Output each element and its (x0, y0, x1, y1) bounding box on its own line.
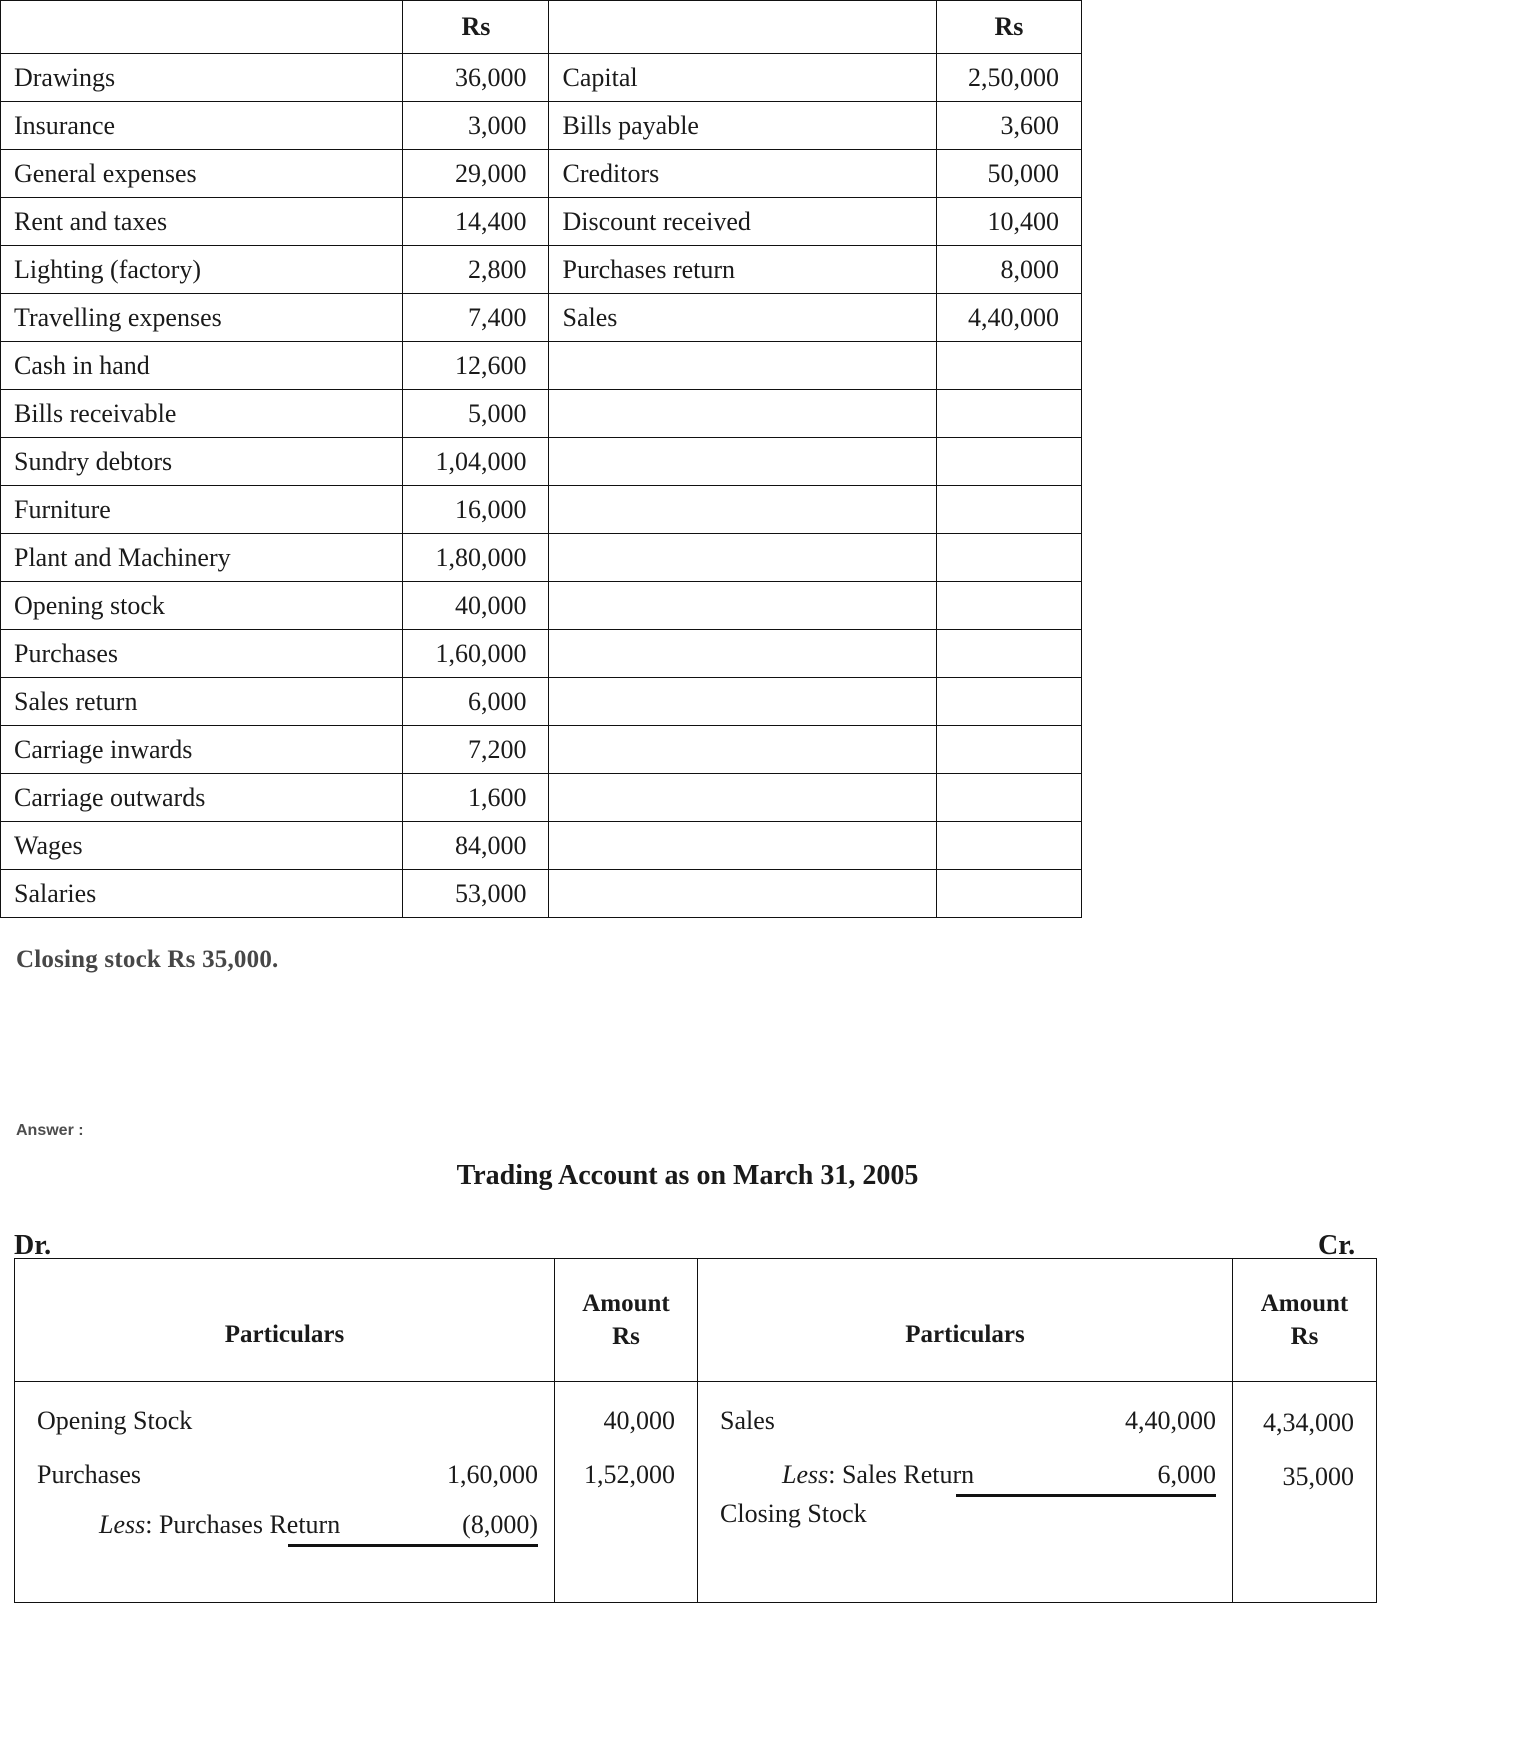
row-label-right (549, 534, 936, 582)
credit-side-label: Cr. (1318, 1230, 1356, 1261)
row-label-left: General expenses (1, 150, 403, 198)
credit-amount-cell (1233, 1382, 1377, 1603)
row-amount-right: 50,000 (936, 150, 1081, 198)
credit-line-sales (698, 1408, 1232, 1434)
trading-account-title: Trading Account as on March 31, 2005 (456, 1160, 919, 1191)
row-amount-right (936, 630, 1081, 678)
trading-account-header-row (15, 1259, 1377, 1382)
header-rs-right: Rs (936, 1, 1081, 54)
row-amount-left: 2,800 (403, 246, 549, 294)
credit-line1-sub: 4,40,000 (1125, 1406, 1216, 1435)
credit-line2-sub: 6,000 (1157, 1460, 1216, 1489)
row-label-left: Wages (1, 822, 403, 870)
row-amount-left: 1,60,000 (403, 630, 549, 678)
row-label-right (549, 486, 936, 534)
debit-line3-text-group (37, 1512, 340, 1538)
table-row (1, 246, 1082, 294)
debit-amount3: 1,52,000 (584, 1460, 675, 1489)
table-row (1, 678, 1082, 726)
debit-line1-text: Opening Stock (37, 1406, 193, 1435)
row-amount-left: 16,000 (403, 486, 549, 534)
header-rs-left: Rs (403, 1, 549, 54)
table-row (1, 870, 1082, 918)
row-label-right: Bills payable (549, 102, 936, 150)
row-amount-right (936, 534, 1081, 582)
trading-account-table-wrapper (14, 1258, 1376, 1603)
row-label-right (549, 390, 936, 438)
credit-line3-text: Closing Stock (720, 1499, 867, 1528)
debit-subtotal-rule (288, 1544, 538, 1547)
row-label-left: Bills receivable (1, 390, 403, 438)
table-row (1, 150, 1082, 198)
row-label-left: Insurance (1, 102, 403, 150)
row-label-left: Sales return (1, 678, 403, 726)
row-label-left: Furniture (1, 486, 403, 534)
row-amount-left: 14,400 (403, 198, 549, 246)
row-amount-left: 53,000 (403, 870, 549, 918)
table-row (1, 822, 1082, 870)
table-row (1, 390, 1082, 438)
table-row (1, 630, 1082, 678)
row-amount-right (936, 582, 1081, 630)
credit-line1-text: Sales (720, 1406, 775, 1435)
row-amount-right (936, 774, 1081, 822)
th-amount-debit-bottom: Rs (612, 1323, 640, 1350)
row-amount-left: 1,600 (403, 774, 549, 822)
row-amount-right (936, 822, 1081, 870)
row-label-left: Carriage inwards (1, 726, 403, 774)
th-amount-credit-top: Amount (1260, 1290, 1349, 1317)
row-amount-right: 8,000 (936, 246, 1081, 294)
row-label-right (549, 582, 936, 630)
closing-stock-note: Closing stock Rs 35,000. (16, 946, 279, 973)
credit-line2-text: : Sales Return (828, 1460, 975, 1489)
row-label-right: Purchases return (549, 246, 936, 294)
table-row (1, 438, 1082, 486)
debit-amount-cell (555, 1382, 698, 1603)
table-row (1, 534, 1082, 582)
row-amount-left: 7,400 (403, 294, 549, 342)
credit-line2-less: Less (782, 1460, 829, 1489)
credit-line2-text-group (720, 1462, 974, 1488)
debit-line3-sub: (8,000) (462, 1510, 538, 1539)
row-label-left: Sundry debtors (1, 438, 403, 486)
row-amount-left: 1,80,000 (403, 534, 549, 582)
table-row (1, 342, 1082, 390)
row-amount-right (936, 342, 1081, 390)
credit-line-sales-return (698, 1462, 1232, 1488)
debit-line3-less: Less (99, 1510, 146, 1539)
row-label-right (549, 342, 936, 390)
row-label-left: Carriage outwards (1, 774, 403, 822)
debit-line-purchases (15, 1462, 554, 1488)
row-label-left: Lighting (factory) (1, 246, 403, 294)
row-amount-left: 5,000 (403, 390, 549, 438)
table-row (1, 54, 1082, 102)
row-label-left: Travelling expenses (1, 294, 403, 342)
th-amount-credit (1233, 1259, 1377, 1382)
row-amount-right (936, 678, 1081, 726)
th-amount-debit (555, 1259, 698, 1382)
trial-balance-header-row (1, 1, 1082, 54)
trial-balance-table (0, 0, 1082, 918)
row-amount-left: 6,000 (403, 678, 549, 726)
trial-balance-table-wrapper (0, 0, 1082, 918)
row-label-left: Opening stock (1, 582, 403, 630)
row-label-right (549, 678, 936, 726)
row-label-right: Sales (549, 294, 936, 342)
row-amount-left: 12,600 (403, 342, 549, 390)
th-particulars-credit: Particulars (698, 1259, 1233, 1382)
debit-line2-sub: 1,60,000 (447, 1460, 538, 1489)
debit-line-opening-stock (15, 1408, 554, 1434)
row-amount-left: 36,000 (403, 54, 549, 102)
table-row (1, 294, 1082, 342)
row-amount-right (936, 438, 1081, 486)
credit-particulars-cell (698, 1382, 1233, 1603)
trading-account-body-row (15, 1382, 1377, 1603)
row-label-left: Salaries (1, 870, 403, 918)
row-amount-right (936, 390, 1081, 438)
row-amount-right (936, 726, 1081, 774)
row-amount-left: 1,04,000 (403, 438, 549, 486)
answer-label: Answer : (16, 1122, 84, 1139)
row-amount-right: 2,50,000 (936, 54, 1081, 102)
row-label-left: Cash in hand (1, 342, 403, 390)
credit-line-closing-stock (698, 1501, 1232, 1527)
th-amount-debit-top: Amount (582, 1290, 670, 1317)
header-particulars-left (1, 1, 403, 54)
row-label-right (549, 438, 936, 486)
row-label-right: Discount received (549, 198, 936, 246)
trading-account-table (14, 1258, 1377, 1603)
debit-line3-text: : Purchases Return (145, 1510, 341, 1539)
debit-amount1: 40,000 (603, 1406, 675, 1435)
row-label-left: Drawings (1, 54, 403, 102)
row-amount-left: 84,000 (403, 822, 549, 870)
debit-side-label: Dr. (14, 1230, 52, 1261)
row-label-right: Creditors (549, 150, 936, 198)
credit-subtotal-rule (956, 1494, 1216, 1497)
credit-amount2: 4,34,000 (1263, 1408, 1354, 1437)
row-label-left: Purchases (1, 630, 403, 678)
row-amount-right: 3,600 (936, 102, 1081, 150)
row-label-left: Rent and taxes (1, 198, 403, 246)
row-amount-left: 29,000 (403, 150, 549, 198)
row-amount-right (936, 870, 1081, 918)
row-label-right (549, 870, 936, 918)
table-row (1, 774, 1082, 822)
th-amount-credit-bottom: Rs (1290, 1323, 1319, 1350)
row-label-right (549, 630, 936, 678)
debit-particulars-cell (15, 1382, 555, 1603)
row-amount-left: 3,000 (403, 102, 549, 150)
table-row (1, 198, 1082, 246)
row-label-right (549, 774, 936, 822)
row-amount-right: 4,40,000 (936, 294, 1081, 342)
credit-amount3: 35,000 (1282, 1462, 1354, 1491)
table-row (1, 102, 1082, 150)
debit-line-purchases-return (15, 1512, 554, 1538)
header-particulars-right (549, 1, 936, 54)
row-label-right: Capital (549, 54, 936, 102)
row-label-left: Plant and Machinery (1, 534, 403, 582)
th-particulars-debit: Particulars (15, 1259, 555, 1382)
row-amount-right: 10,400 (936, 198, 1081, 246)
table-row (1, 726, 1082, 774)
row-label-right (549, 822, 936, 870)
row-amount-left: 7,200 (403, 726, 549, 774)
table-row (1, 582, 1082, 630)
row-amount-right (936, 486, 1081, 534)
table-row (1, 486, 1082, 534)
row-label-right (549, 726, 936, 774)
debit-line2-text: Purchases (37, 1460, 141, 1489)
row-amount-left: 40,000 (403, 582, 549, 630)
